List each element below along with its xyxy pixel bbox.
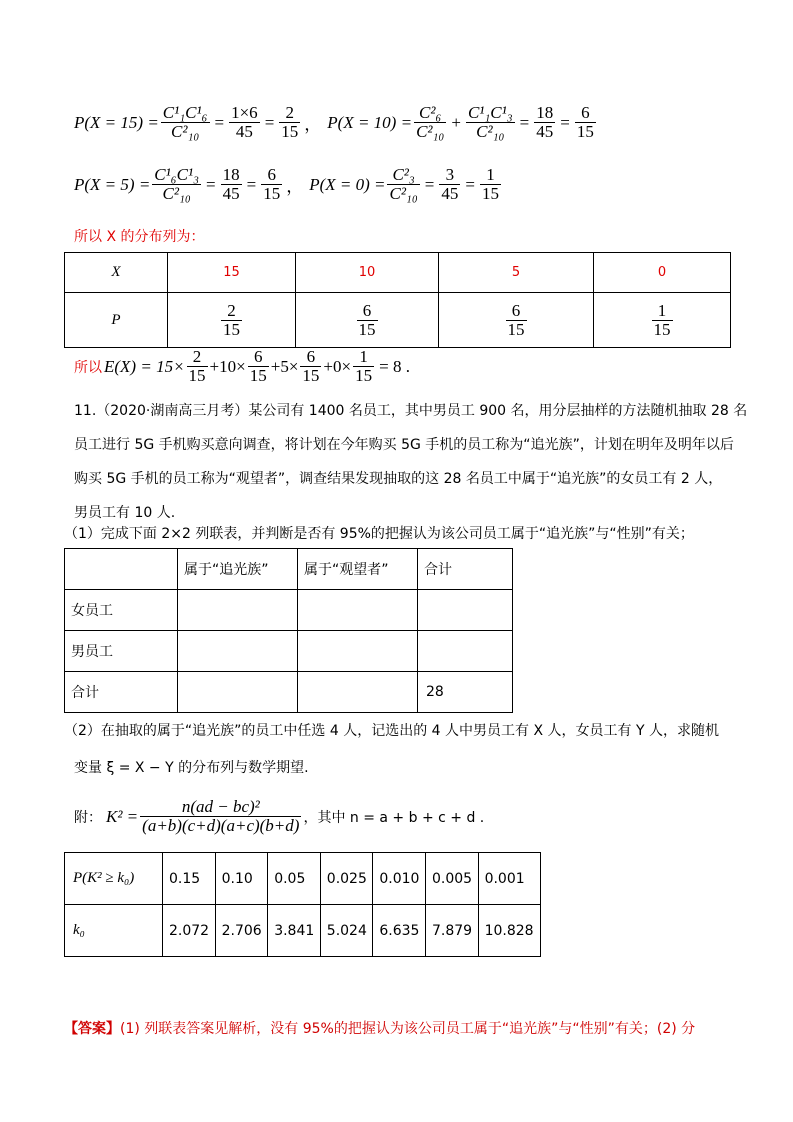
header-zhuiguang: 属于“追光族” xyxy=(178,549,298,590)
table-row xyxy=(65,293,731,348)
expectation-line: 所以 E(X) = 15× $\frac{2}{15}$ +10× $\frac{6}{15}$ +5× $\frac{6}{15}$ +0× $\frac{1}{15}$ = 8 . xyxy=(74,347,410,385)
question-1: （1）完成下面 2×2 列联表，并判断是否有 95%的把握认为该公司员工属于“追光族”与“性别”有关； xyxy=(64,526,694,542)
p5-frac3: $\frac{6}{15}$ xyxy=(263,165,281,203)
p10-frac4: $\frac{6}{15}$ xyxy=(576,103,594,141)
p5-frac2: $\frac{18}{45}$ xyxy=(222,165,240,203)
table-row xyxy=(65,590,513,631)
answer-line xyxy=(64,1016,695,1042)
formula-p5-p0: P(X = 5) = $\frac{\text{C¹₆C¹₃}}{\text{C²₁₀}}$ = $\frac{18}{45}$ = $\frac{6}{15}$ ， P(X = 0) = $\frac{\text{C²₃}}{\text{C²₁₀}}$ = $\frac{3}{45}$ = $\frac{1}{15}$ xyxy=(74,165,499,203)
cell-p-10: $\frac{6}{15}$ xyxy=(296,293,439,348)
p5-label: P(X = 5) = xyxy=(74,174,151,194)
cell-grand-total: 28 xyxy=(418,672,513,713)
appendix-formula: 附： K² = $\frac{\text{n(ad − bc)²}}{(a+b)(c+d)(a+c)(b+d)}$ ，其中 n = a + b + c + d . xyxy=(74,797,485,835)
p15-label: P(X = 15) = xyxy=(74,112,159,132)
contingency-table xyxy=(64,548,513,713)
header-total: 合计 xyxy=(418,549,513,590)
row-male: 男员工 xyxy=(65,631,178,672)
question-2-line-2: 变量 ξ = X − Y 的分布列与数学期望. xyxy=(74,760,309,776)
cell-p-15: $\frac{2}{15}$ xyxy=(168,293,296,348)
p15-frac3: $\frac{2}{15}$ xyxy=(281,103,299,141)
p10-frac1: $\frac{\text{C²₆}}{\text{C²₁₀}}$ xyxy=(416,103,445,141)
p15-frac2: $\frac{1\times 6}{45}$ xyxy=(231,103,258,141)
distribution-table xyxy=(64,252,731,348)
p10-frac2: $\frac{\text{C¹₁C¹₃}}{\text{C²₁₀}}$ xyxy=(467,103,513,141)
p15-frac1: $\frac{\text{C¹₁C¹₆}}{\text{C²₁₀}}$ xyxy=(162,103,208,141)
cell-p-5: $\frac{6}{15}$ xyxy=(439,293,594,348)
p0-label: P(X = 0) = xyxy=(309,174,386,194)
p0-frac3: $\frac{1}{15}$ xyxy=(481,165,499,203)
table-row: P(K² ≥ k₀) 0.15 0.10 0.05 0.025 0.010 0.005 0.001 xyxy=(65,853,541,905)
row-label-p: P xyxy=(65,293,168,348)
problem-line-1: 11.（2020·湖南高三月考）某公司有 1400 名员工，其中男员工 900 名，用分层抽样的方法随机抽取 28 名 xyxy=(74,403,748,419)
chi-square-fraction: $\frac{\text{n(ad − bc)²}}{(a+b)(c+d)(a+c)(b+d)}$ xyxy=(142,797,300,835)
row-female: 女员工 xyxy=(65,590,178,631)
dist-intro: 所以 X 的分布列为： xyxy=(74,229,205,245)
table-row: k₀ 2.072 2.706 3.841 5.024 6.635 7.879 10.828 xyxy=(65,905,541,957)
table-row xyxy=(65,549,513,590)
answer-tag: 【答案】 xyxy=(64,1021,120,1037)
p0-frac2: $\frac{3}{45}$ xyxy=(441,165,459,203)
table-row xyxy=(65,253,731,293)
cell-x-0: 0 xyxy=(594,253,731,293)
header-guanwang: 属于“观望者” xyxy=(298,549,418,590)
header-empty xyxy=(65,549,178,590)
p5-frac1: $\frac{\text{C¹₆C¹₃}}{\text{C²₁₀}}$ xyxy=(154,165,199,203)
cell-x-15: 15 xyxy=(168,253,296,293)
row-label-k0: k₀ xyxy=(65,905,163,957)
p10-label: P(X = 10) = xyxy=(327,112,413,132)
expectation-prefix: 所以 xyxy=(74,359,102,376)
question-2-line-1: （2）在抽取的属于“追光族”的员工中任选 4 人，记选出的 4 人中男员工有 X 人，女员工有 Y 人，求随机 xyxy=(64,723,719,739)
cell-x-5: 5 xyxy=(439,253,594,293)
cell-p-0: $\frac{1}{15}$ xyxy=(594,293,731,348)
p0-frac1: $\frac{\text{C²₃}}{\text{C²₁₀}}$ xyxy=(389,165,418,203)
table-row xyxy=(65,631,513,672)
formula-p15-p10: P(X = 15) = $\frac{\text{C¹₁C¹₆}}{\text{C²₁₀}}$ = $\frac{1\times 6}{45}$ = $\frac{2}{15}$ ， P(X = 10) = $\frac{\text{C²₆}}{\text{C²₁₀}}$ + $\frac{\text{C¹₁C¹₃}}{\text{C²₁₀}}$ = $\frac{18}{45}$ = $\frac{6}{15}$ xyxy=(74,103,594,141)
row-total: 合计 xyxy=(65,672,178,713)
row-label-prob: P(K² ≥ k₀) xyxy=(65,853,163,905)
table-row xyxy=(65,672,513,713)
cell-x-10: 10 xyxy=(296,253,439,293)
critical-value-table xyxy=(64,852,541,957)
p10-frac3: $\frac{18}{45}$ xyxy=(536,103,554,141)
row-label-x: X xyxy=(65,253,168,293)
problem-line-4: 男员工有 10 人. xyxy=(74,505,176,521)
problem-line-3: 购买 5G 手机的员工称为“观望者”，调查结果发现抽取的这 28 名员工中属于“追光族”的女员工有 2 人， xyxy=(74,471,723,487)
answer-text: (1) 列联表答案见解析，没有 95%的把握认为该公司员工属于“追光族”与“性别”有关；(2) 分 xyxy=(120,1021,696,1037)
problem-line-2: 员工进行 5G 手机购买意向调查，将计划在今年购买 5G 手机的员工称为“追光族”，计划在明年及明年以后 xyxy=(74,437,734,453)
